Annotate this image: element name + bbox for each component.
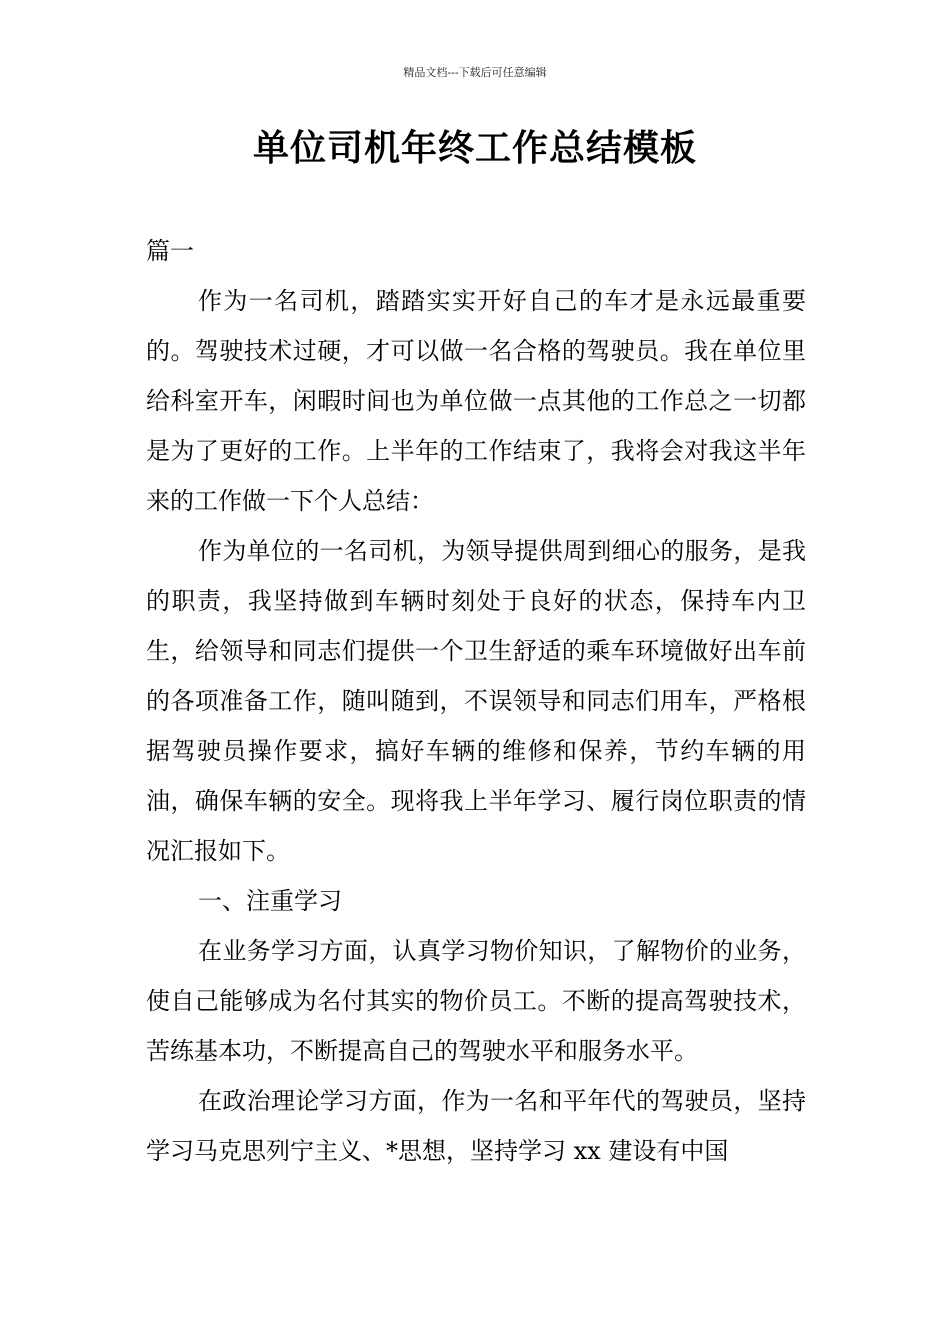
paragraph: 作为一名司机，踏踏实实开好自己的车才是永远最重要的。驾驶技术过硬，才可以做一名合格的驾驶员。我在单位里给科室开车，闲暇时间也为单位做一点其他的工作总之一切都是为了更好的工作。上半年的工作结束了，我将会对我这半年来的工作做一下个人总结： [146, 287, 806, 515]
header-note: 精品文档---下载后可任意编辑 [403, 66, 547, 79]
paragraph: 在业务学习方面，认真学习物价知识，了解物价的业务，使自己能够成为名付其实的物价员工。不断的提高驾驶技术，苦练基本功，不断提高自己的驾驶水平和服务水平。 [146, 937, 806, 1065]
document-title: 单位司机年终工作总结模板 [252, 128, 697, 169]
paragraph: 在政治理论学习方面，作为一名和平年代的驾驶员，坚持学习马克思列宁主义、*思想，坚持学习 xx 建设有中国 [146, 1087, 806, 1165]
paragraph: 作为单位的一名司机，为领导提供周到细心的服务，是我的职责，我坚持做到车辆时刻处于良好的状态，保持车内卫生，给领导和同志们提供一个卫生舒适的乘车环境做好出车前的各项准备工作，随叫随到，不误领导和同志们用车，严格根据驾驶员操作要求，搞好车辆的维修和保养，节约车辆的用油，确保车辆的安全。现将我上半年学习、履行岗位职责的情况汇报如下。 [146, 537, 806, 865]
document-body [146, 226, 806, 1176]
section-label: 篇一 [146, 237, 194, 265]
section-heading: 一、注重学习 [198, 887, 342, 915]
